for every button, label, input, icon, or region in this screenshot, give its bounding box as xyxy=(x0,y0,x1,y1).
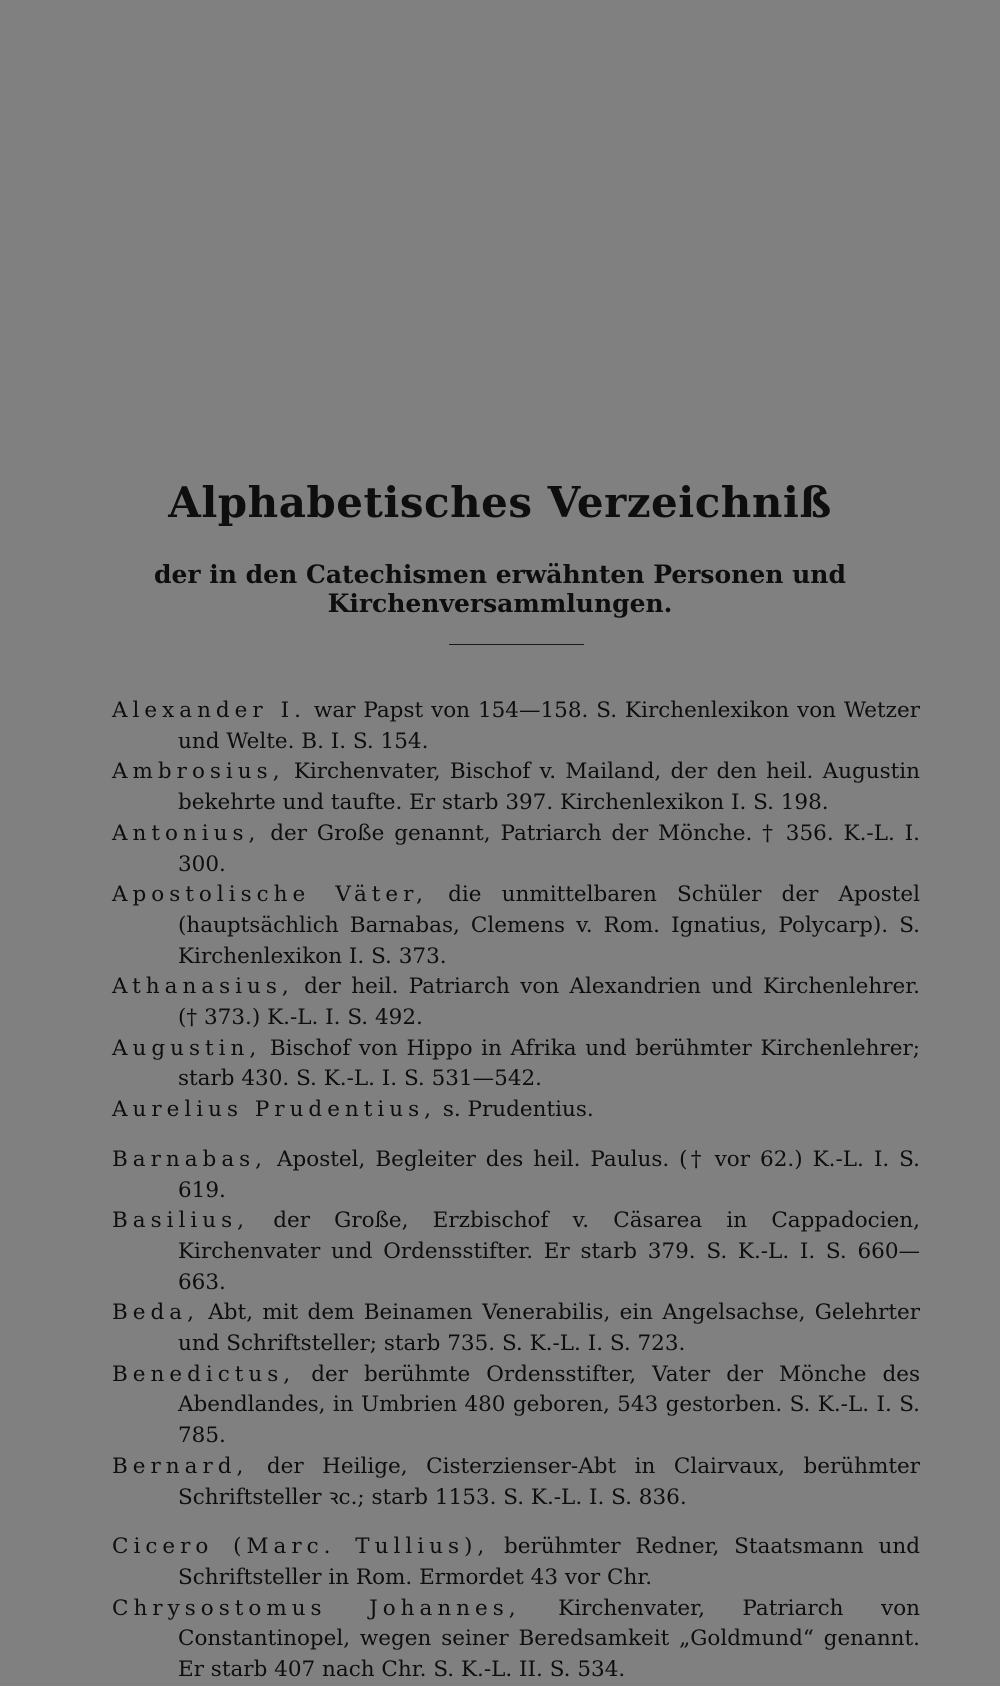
entry-description: die unmittelbaren Schüler der Apostel (hauptsächlich Barnabas, Clemens v. Rom. Ignatius, Polycarp). S. Kirchenlexikon I. S. 373. xyxy=(178,882,920,969)
index-entry xyxy=(112,1145,920,1206)
entry-name: Athanasius, xyxy=(112,974,294,1000)
entry-description: Bischof von Hippo in Afrika und berühmter Kirchenlehrer; starb 430. S. K.-L. I. S. 531—542. xyxy=(178,1035,920,1092)
entry-description: der berühmte Ordensstifter, Vater der Mönche des Abendlandes, in Umbrien 480 geboren, 543 gestorben. S. K.-L. I. S. 785. xyxy=(178,1361,920,1449)
index-entry xyxy=(112,1532,920,1593)
entry-name: Aurelius Prudentius, xyxy=(112,1097,436,1123)
index-entry xyxy=(112,819,920,880)
entry-description: der Heilige, Cisterzienser-Abt in Clairvaux, berühmter Schriftsteller ꝛc.; starb 1153. S. K.-L. I. S. 836. xyxy=(178,1453,920,1510)
index-entry xyxy=(112,1095,920,1126)
letter-group xyxy=(112,1532,920,1686)
index-entry xyxy=(112,880,920,972)
index-entry xyxy=(112,1298,920,1359)
entry-name: Ambrosius, xyxy=(112,759,285,785)
title-divider xyxy=(449,644,584,645)
entry-name: Beda, xyxy=(112,1300,199,1326)
index-entry xyxy=(112,696,920,757)
entry-name: Chrysostomus Johannes, xyxy=(112,1595,521,1621)
entry-description: der Große genannt, Patriarch der Mönche. † 356. K.-L. I. 300. xyxy=(178,820,920,877)
entry-name: Cicero (Marc. Tullius), xyxy=(112,1534,490,1560)
entry-name: Barnabas, xyxy=(112,1146,268,1172)
entry-description: Abt, mit dem Beinamen Venerabilis, ein Angelsachse, Gelehrter und Schriftsteller; starb 735. S. K.-L. I. S. 723. xyxy=(178,1300,920,1357)
entry-name: Benedictus, xyxy=(112,1361,296,1387)
entry-description: s. Prudentius. xyxy=(442,1097,594,1123)
index-entries xyxy=(112,696,920,1686)
entry-description: Apostel, Begleiter des heil. Paulus. († vor 62.) K.-L. I. S. 619. xyxy=(178,1146,920,1203)
entry-description: der heil. Patriarch von Alexandrien und Kirchenlehrer. († 373.) K.-L. I. S. 492. xyxy=(178,974,920,1031)
letter-group xyxy=(112,1145,920,1513)
index-entry xyxy=(112,1594,920,1686)
letter-group xyxy=(112,696,920,1126)
index-entry xyxy=(112,757,920,818)
entry-name: Bernard, xyxy=(112,1453,249,1479)
entry-name: Augustin, xyxy=(112,1035,262,1061)
entry-description: Kirchenvater, Bischof v. Mailand, der den heil. Augustin bekehrte und taufte. Er starb 397. Kirchenlexikon I. S. 198. xyxy=(178,759,920,816)
index-subtitle: der in den Catechismen erwähnten Personen und Kirchenversammlungen. xyxy=(154,560,846,618)
index-entry xyxy=(112,1360,920,1452)
index-entry xyxy=(112,1206,920,1298)
index-entry xyxy=(112,972,920,1033)
entry-description: berühmter Redner, Staatsmann und Schriftsteller in Rom. Ermordet 43 vor Chr. xyxy=(178,1534,920,1590)
entry-description: der Große, Erzbischof v. Cäsarea in Cappadocien, Kirchenvater und Ordensstifter. Er starb 379. S. K.-L. I. S. 660—663. xyxy=(178,1208,920,1295)
index-entry xyxy=(112,1034,920,1095)
entry-name: Basilius, xyxy=(112,1208,249,1234)
index-entry xyxy=(112,1452,920,1513)
entry-name: Apostolische Väter, xyxy=(112,882,428,908)
entry-name: Antonius, xyxy=(112,820,261,846)
index-title: Alphabetisches Verzeichniß xyxy=(168,478,832,527)
entry-description: war Papst von 154—158. S. Kirchenlexikon von Wetzer und Welte. B. I. S. 154. xyxy=(178,698,921,754)
entry-description: Kirchenvater, Patriarch von Constantinopel, wegen seiner Beredsamkeit „Goldmund“ genannt. Er starb 407 nach Chr. S. K.-L. II. S. 534. xyxy=(178,1595,920,1683)
entry-name: Alexander I. xyxy=(112,698,306,723)
